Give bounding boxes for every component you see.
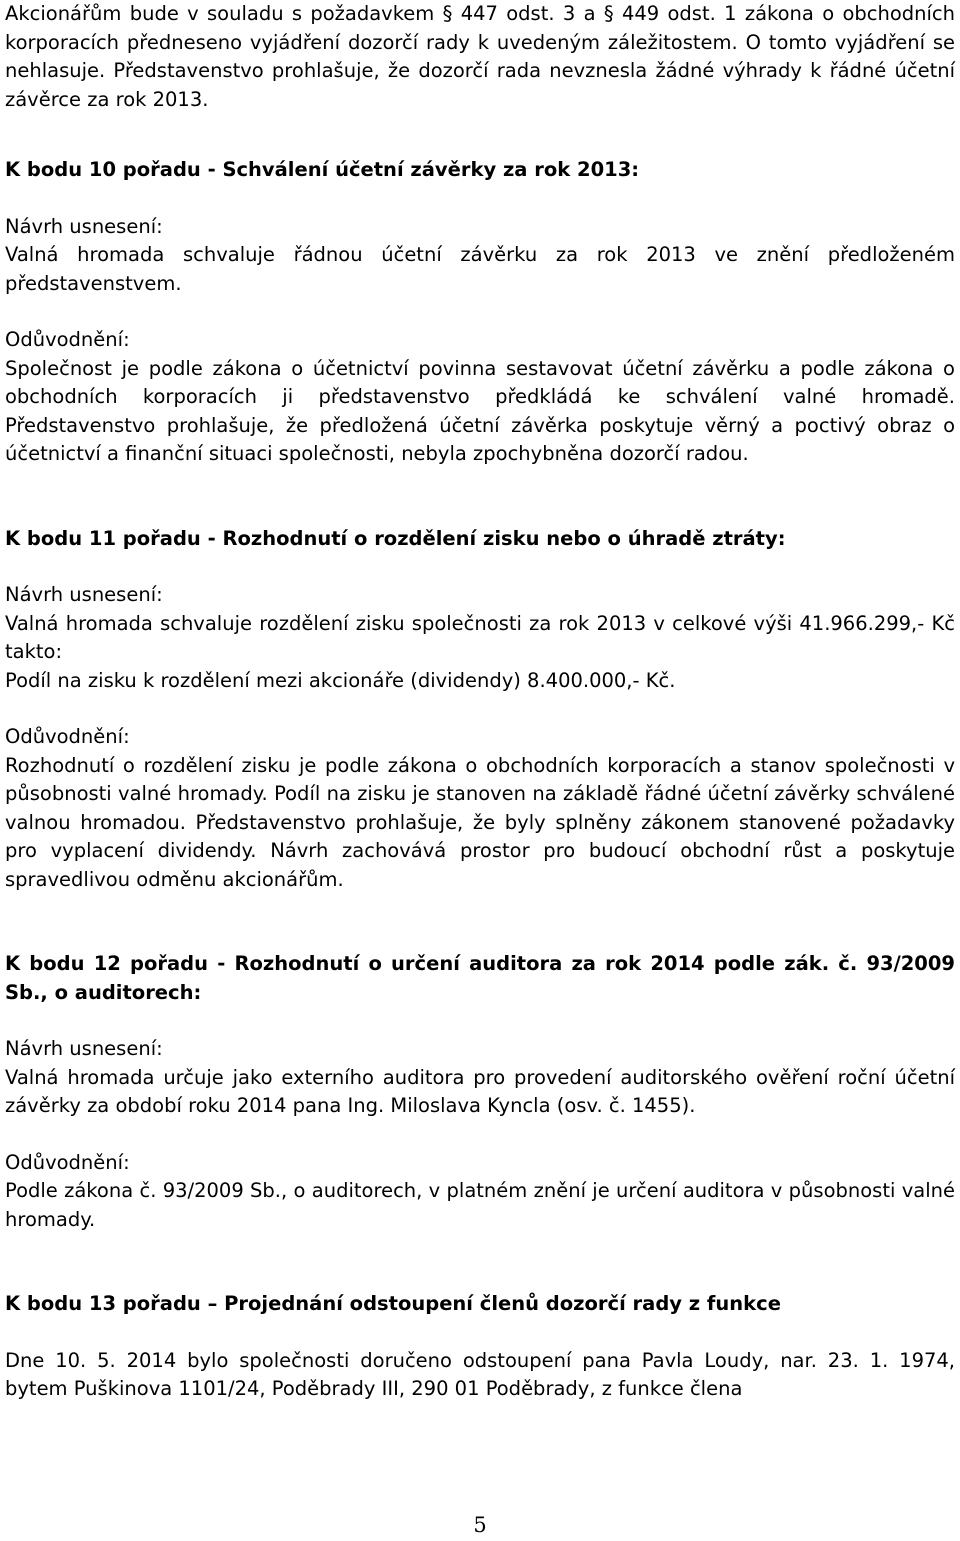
section-item-10	[5, 156, 955, 469]
document-page	[5, 0, 955, 1404]
proposal-label: Návrh usnesení:	[5, 583, 163, 606]
section-heading: K bodu 11 pořadu - Rozhodnutí o rozdělení zisku nebo o úhradě ztráty:	[5, 526, 786, 550]
reason-text: Podle zákona č. 93/2009 Sb., o auditorech, v platném znění je určení auditora v působnosti valné hromady.	[5, 1179, 955, 1231]
proposal-text-dividend: Podíl na zisku k rozdělení mezi akcionáře (dividendy) 8.400.000,- Kč.	[5, 668, 676, 692]
section-heading: K bodu 13 pořadu – Projednání odstoupení členů dozorčí rady z funkce	[5, 1292, 781, 1315]
proposal-text: Valná hromada schvaluje rozdělení zisku společnosti za rok 2013 v celkové výši 41.966.299,- Kč takto:	[5, 611, 955, 663]
section-item-13	[5, 1290, 955, 1404]
proposal-text: Valná hromada určuje jako externího auditora pro provedení auditorského ověření roční účetní závěrky za období roku 2014 pana Ing. Miloslava Kyncla (osv. č. 1455).	[5, 1065, 955, 1117]
section-body-text: Dne 10. 5. 2014 bylo společnosti doručeno odstoupení pana Pavla Loudy, nar. 23. 1. 1974, bytem Puškinova 1101/24, Poděbrady III, 290 01 Poděbrady, z funkce člena	[5, 1348, 955, 1400]
reason-text: Společnost je podle zákona o účetnictví povinna sestavovat účetní závěrku a podle zákona o obchodních korporacích ji představenstvo předkládá ke schválení valné hromadě. Představenstvo prohlašuje, že předložená účetní závěrka poskytuje věrný a poctivý obraz o účetnictví a finanční situaci společnosti, nebyla zpochybněna dozorčí radou.	[5, 356, 955, 465]
reason-label: Odůvodnění:	[5, 328, 130, 351]
reason-label: Odůvodnění:	[5, 725, 130, 748]
section-heading: K bodu 12 pořadu - Rozhodnutí o určení auditora za rok 2014 podle zák. č. 93/2009 Sb., o auditorech:	[5, 952, 955, 1004]
proposal-text: Valná hromada schvaluje řádnou účetní závěrku za rok 2013 ve znění předloženém představenstvem.	[5, 243, 955, 295]
page-number: 5	[473, 1513, 487, 1537]
section-item-11	[5, 525, 955, 895]
reason-text: Rozhodnutí o rozdělení zisku je podle zákona o obchodních korporacích a stanov společnosti v působnosti valné hromady. Podíl na zisku je stanoven na základě řádné účetní závěrky schválené valnou hromadou. Představenstvo prohlašuje, že byly splněny zákonem stanovené požadavky pro vyplacení dividendy. Návrh zachovává prostor pro budoucí obchodní růst a poskytuje spravedlivou odměnu akcionářům.	[5, 753, 955, 891]
proposal-label: Návrh usnesení:	[5, 214, 163, 238]
proposal-label: Návrh usnesení:	[5, 1037, 163, 1060]
section-item-12	[5, 950, 955, 1234]
intro-paragraph: Akcionářům bude v souladu s požadavkem § 447 odst. 3 a § 449 odst. 1 zákona o obchodních korporacích předneseno vyjádření dozorčí rady k uvedeným záležitostem. O tomto vyjádření se nehlasuje. Představenstvo prohlašuje, že dozorčí rada nevznesla žádné výhrady k řádné účetní závěrce za rok 2013.	[5, 2, 955, 111]
reason-label: Odůvodnění:	[5, 1150, 130, 1174]
section-heading: K bodu 10 pořadu - Schválení účetní závěrky za rok 2013:	[5, 158, 640, 181]
